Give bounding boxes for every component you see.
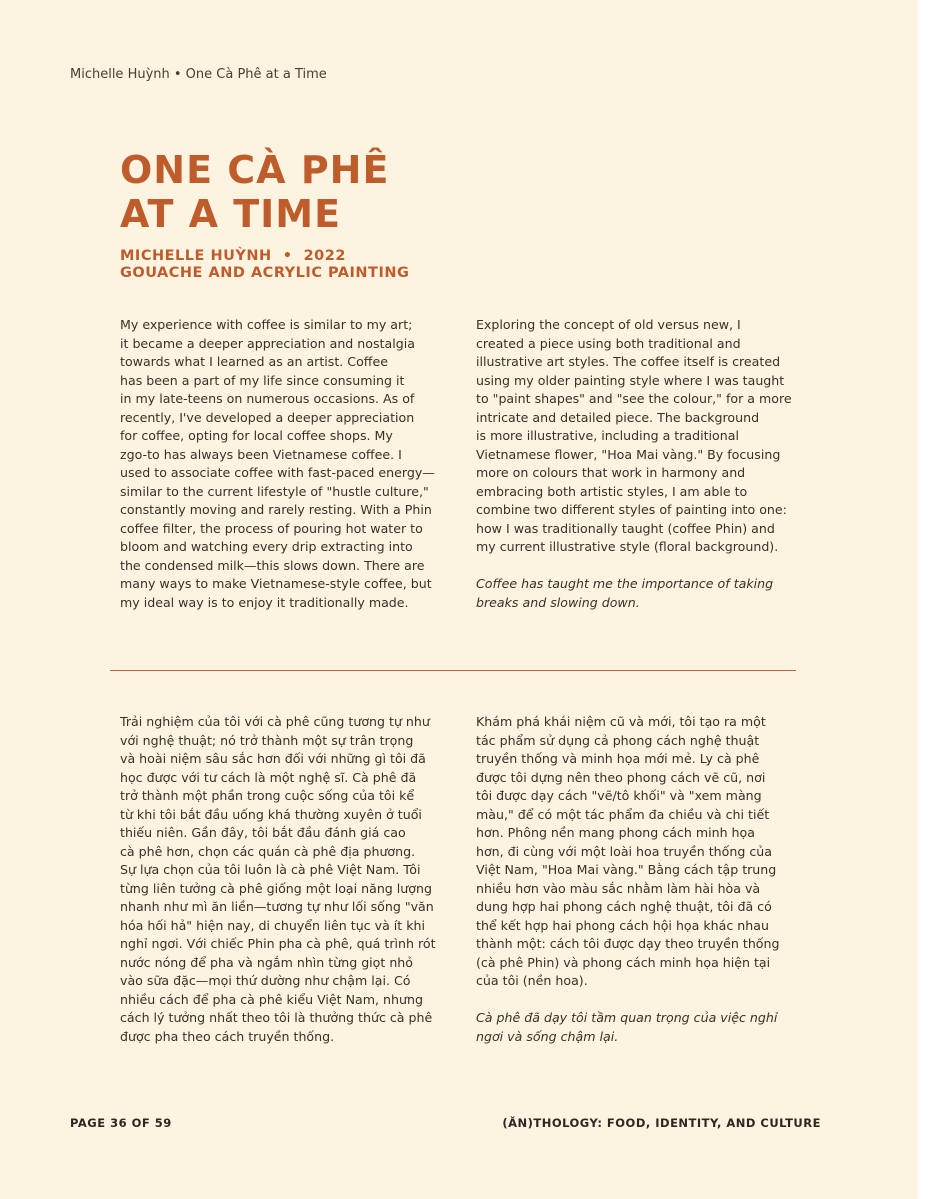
text-line: được pha theo cách truyền thống. bbox=[120, 1028, 335, 1044]
text-line: của tôi (nền hoa). bbox=[476, 973, 588, 988]
vietnamese-column-left bbox=[120, 713, 436, 1065]
english-column-left bbox=[120, 316, 435, 631]
title-line-1: ONE CÀ PHÊ bbox=[120, 148, 390, 192]
text-line: intricate and detailed piece. The background bbox=[476, 409, 760, 425]
text-line: using my older painting style where I was taught bbox=[476, 372, 785, 388]
text-line: ngơi và sống chậm lại. bbox=[476, 1028, 619, 1044]
text-line: more on colours that work in harmony and bbox=[476, 465, 746, 480]
text-line: thể kết hợp hai phong cách hội họa khác nhau bbox=[476, 917, 769, 933]
publication-title: (ĂN)THOLOGY: FOOD, IDENTITY, AND CULTURE bbox=[502, 1116, 821, 1130]
vietnamese-closing-quote bbox=[476, 1009, 780, 1046]
english-paragraph-2 bbox=[476, 316, 792, 557]
text-line: embracing both artistic styles, I am able to bbox=[476, 483, 748, 499]
page-title bbox=[120, 148, 389, 236]
text-line: has been a part of my life since consuming it bbox=[120, 372, 405, 388]
text-line: Coffee has taught me the importance of taking bbox=[476, 576, 774, 591]
text-line: breaks and slowing down. bbox=[476, 594, 640, 610]
text-line: Việt Nam, "Hoa Mai vàng." Bằng cách tập trung bbox=[476, 862, 777, 877]
text-line: how I was traditionally taught (coffee Phin) and bbox=[476, 520, 775, 536]
text-line: trở thành một phần trong cuộc sống của tôi kể bbox=[120, 788, 415, 803]
text-line: my current illustrative style (floral background). bbox=[476, 539, 779, 554]
text-line: nhiều cách để pha cà phê kiểu Việt Nam, nhưng bbox=[120, 991, 423, 1007]
text-line: towards what I learned as an artist. Coffee bbox=[120, 354, 388, 369]
text-line: (cà phê Phin) và phong cách minh họa hiện tại bbox=[476, 954, 771, 970]
text-line: nghỉ ngơi. Với chiếc Phin pha cà phê, quá trình rót bbox=[120, 936, 436, 951]
text-line: used to associate coffee with fast-paced energy— bbox=[120, 465, 435, 480]
text-line: zgo-to has always been Vietnamese coffee. I bbox=[120, 446, 402, 462]
text-line: many ways to make Vietnamese-style coffee, but bbox=[120, 576, 432, 591]
text-line: thiếu niên. Gần đây, tôi bắt đầu đánh giá cao bbox=[120, 825, 406, 840]
text-line: tác phẩm sử dụng cả phong cách nghệ thuật bbox=[476, 732, 760, 748]
vietnamese-paragraph-2 bbox=[476, 713, 780, 991]
text-line: illustrative art styles. The coffee itself is created bbox=[476, 354, 781, 369]
text-line: nhanh như mì ăn liền—tương tự như lối sống "văn bbox=[120, 899, 434, 914]
text-line: được tôi dựng nên theo phong cách vẽ cũ, nơi bbox=[476, 769, 766, 785]
text-line: similar to the current lifestyle of "hustle culture," bbox=[120, 483, 429, 499]
text-line: vào sữa đặc—mọi thứ dường như chậm lại. Có bbox=[120, 973, 411, 988]
running-header: Michelle Huỳnh • One Cà Phê at a Time bbox=[70, 67, 327, 82]
text-line: Exploring the concept of old versus new, I bbox=[476, 317, 741, 332]
text-line: hơn, đi cùng với một loài hoa truyền thống của bbox=[476, 843, 772, 859]
text-line: truyền thống và minh họa mới mẻ. Ly cà phê bbox=[476, 751, 760, 766]
text-line: học được với tư cách là một nghệ sĩ. Cà phê đã bbox=[120, 769, 417, 785]
text-line: to "paint shapes" and "see the colour," for a more bbox=[476, 391, 792, 406]
text-line: combine two different styles of painting into one: bbox=[476, 502, 787, 517]
vietnamese-column-right bbox=[476, 713, 780, 1065]
text-line: Cà phê đã dạy tôi tầm quan trọng của việc nghỉ bbox=[476, 1010, 778, 1025]
text-line: Trải nghiệm của tôi với cà phê cũng tương tự như bbox=[120, 714, 430, 729]
text-line: Vietnamese flower, "Hoa Mai vàng." By focusing bbox=[476, 446, 781, 462]
text-line: Khám phá khái niệm cũ và mới, tôi tạo ra một bbox=[476, 714, 766, 729]
text-line: nước nóng để pha và ngắm nhìn từng giọt nhỏ bbox=[120, 954, 413, 970]
text-line: cà phê hơn, chọn các quán cà phê địa phương. bbox=[120, 843, 416, 859]
text-line: hơn. Phông nền mang phong cách minh họa bbox=[476, 825, 755, 840]
title-line-2: AT A TIME bbox=[120, 192, 342, 236]
page-number: PAGE 36 OF 59 bbox=[70, 1116, 172, 1130]
text-line: created a piece using both traditional and bbox=[476, 335, 741, 351]
vietnamese-paragraph-1 bbox=[120, 713, 436, 1046]
section-divider bbox=[110, 670, 796, 671]
english-closing-quote bbox=[476, 575, 792, 612]
text-line: với nghệ thuật; nó trở thành một sự trân trọng bbox=[120, 732, 414, 748]
text-line: for coffee, opting for local coffee shops. My bbox=[120, 428, 393, 443]
text-line: it became a deeper appreciation and nostalgia bbox=[120, 335, 415, 351]
text-line: từ khi tôi bắt đầu uống khá thường xuyên ở tuổi bbox=[120, 806, 422, 822]
byline bbox=[120, 248, 409, 282]
text-line: cách lý tưởng nhất theo tôi là thưởng thức cà phê bbox=[120, 1010, 433, 1025]
text-line: và hoài niệm sâu sắc hơn đối với những gì tôi đã bbox=[120, 751, 426, 766]
text-line: Sự lựa chọn của tôi luôn là cà phê Việt Nam. Tôi bbox=[120, 862, 421, 877]
text-line: tôi được dạy cách "vẽ/tô khối" và "xem màng bbox=[476, 788, 762, 803]
byline-medium: GOUACHE AND ACRYLIC PAINTING bbox=[120, 265, 410, 281]
text-line: constantly moving and rarely resting. With a Phin bbox=[120, 502, 432, 517]
text-line: coffee filter, the process of pouring hot water to bbox=[120, 520, 423, 536]
text-line: in my late-teens on numerous occasions. As of bbox=[120, 391, 415, 406]
text-line: hóa hối hả" hiện nay, di chuyển liên tục và ít khi bbox=[120, 917, 425, 933]
text-line: thành một: cách tôi được dạy theo truyền thống bbox=[476, 936, 780, 951]
text-line: my ideal way is to enjoy it traditionally made. bbox=[120, 594, 409, 610]
text-line: dung hợp hai phong cách nghệ thuật, tôi đã có bbox=[476, 899, 772, 914]
text-line: recently, I've developed a deeper appreciation bbox=[120, 409, 415, 425]
text-line: màu," để có một tác phẩm đa chiều và chi tiết bbox=[476, 806, 770, 822]
english-column-right bbox=[476, 316, 792, 631]
byline-artist-year: MICHELLE HUỲNH • 2022 bbox=[120, 248, 346, 264]
text-line: the condensed milk—this slows down. There are bbox=[120, 557, 425, 573]
text-line: nhiều hơn vào màu sắc nhằm làm hài hòa và bbox=[476, 880, 761, 896]
text-line: bloom and watching every drip extracting into bbox=[120, 539, 413, 554]
text-line: is more illustrative, including a traditional bbox=[476, 428, 739, 443]
english-paragraph-1 bbox=[120, 316, 435, 612]
text-line: từng liên tưởng cà phê giống một loại năng lượng bbox=[120, 880, 432, 896]
text-line: My experience with coffee is similar to my art; bbox=[120, 317, 413, 332]
